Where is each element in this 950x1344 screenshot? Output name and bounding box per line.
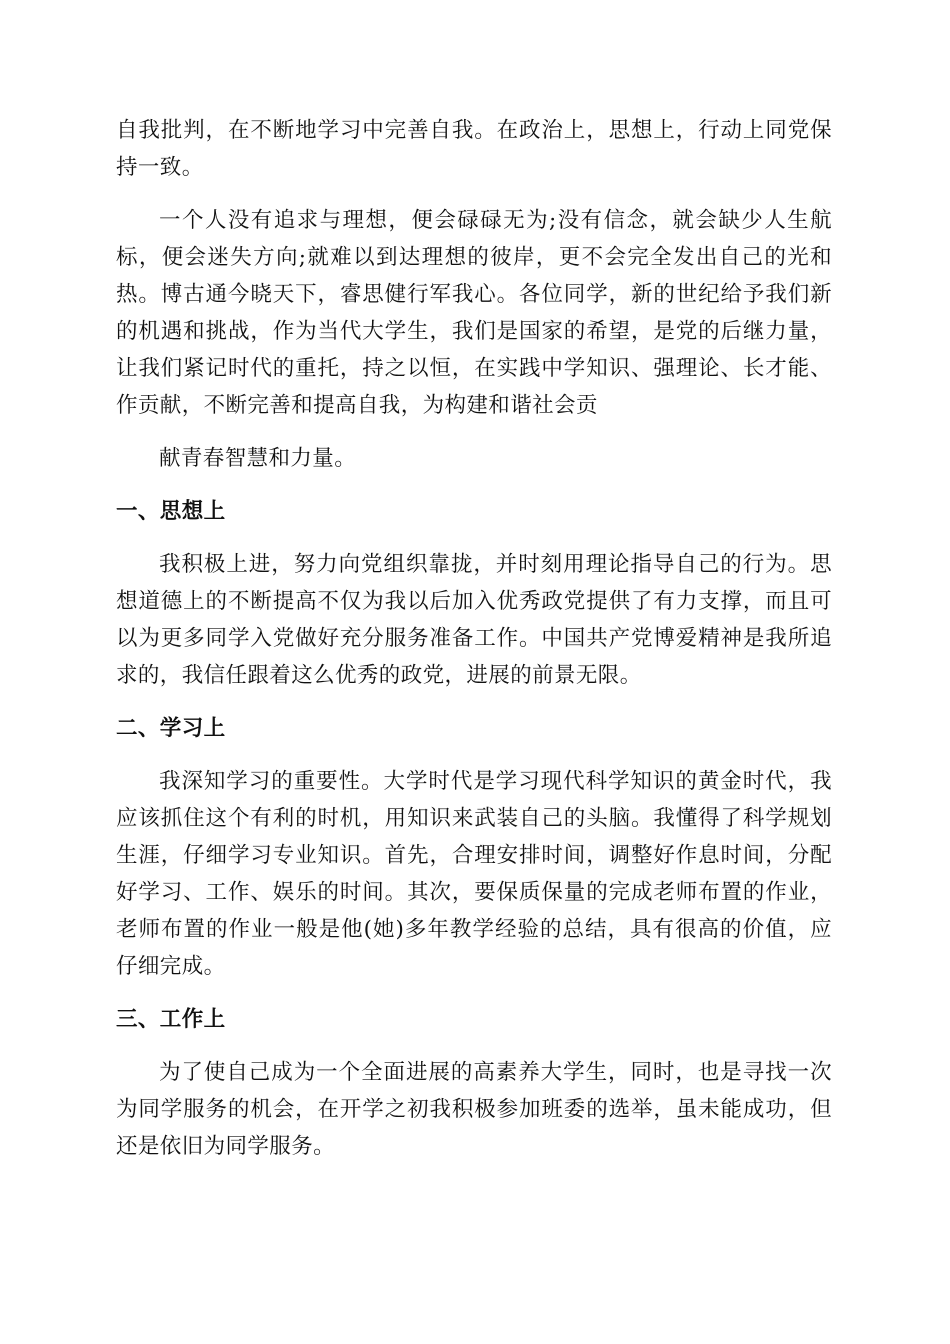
paragraph-ideals: 一个人没有追求与理想，便会碌碌无为;没有信念，就会缺少人生航标，便会迷失方向;就难以到达理想的彼岸，更不会完全发出自己的光和热。博古通今晓天下，睿思健行军我心。各位同学，新的世纪给予我们新的机遇和挑战，作为当代大学生，我们是国家的希望，是党的后继力量，让我们紧记时代的重托，持之以恒，在实践中学知识、强理论、长才能、作贡献，不断完善和提高自我，为构建和谐社会贡 bbox=[116, 208, 832, 418]
paragraph-continued: 自我批判，在不断地学习中完善自我。在政治上，思想上，行动上同党保持一致。 bbox=[116, 118, 832, 180]
paragraph-ideals-end: 献青春智慧和力量。 bbox=[159, 446, 357, 471]
section-body-thought: 我积极上进，努力向党组织靠拢，并时刻用理论指导自己的行为。思想道德上的不断提高不仅为我以后加入优秀政党提供了有力支撑，而且可以为更多同学入党做好充分服务准备工作。中国共产党博爱精神是我所追求的，我信任跟着这么优秀的政党，进展的前景无限。 bbox=[116, 552, 832, 688]
document-body bbox=[116, 112, 832, 1165]
section-heading-study: 二、学习上 bbox=[116, 716, 226, 741]
section-body-study: 我深知学习的重要性。大学时代是学习现代科学知识的黄金时代，我应该抓住这个有利的时机，用知识来武装自己的头脑。我懂得了科学规划生涯，仔细学习专业知识。首先，合理安排时间，调整好作息时间，分配好学习、工作、娱乐的时间。其次，要保质保量的完成老师布置的作业，老师布置的作业一般是他(她)多年教学经验的总结，具有很高的价值，应仔细完成。 bbox=[116, 769, 832, 979]
section-heading-thought: 一、思想上 bbox=[116, 499, 226, 524]
section-heading-work: 三、工作上 bbox=[116, 1007, 226, 1032]
section-body-work: 为了使自己成为一个全面进展的高素养大学生，同时，也是寻找一次为同学服务的机会，在开学之初我积极参加班委的选举，虽未能成功，但还是依旧为同学服务。 bbox=[116, 1060, 832, 1159]
